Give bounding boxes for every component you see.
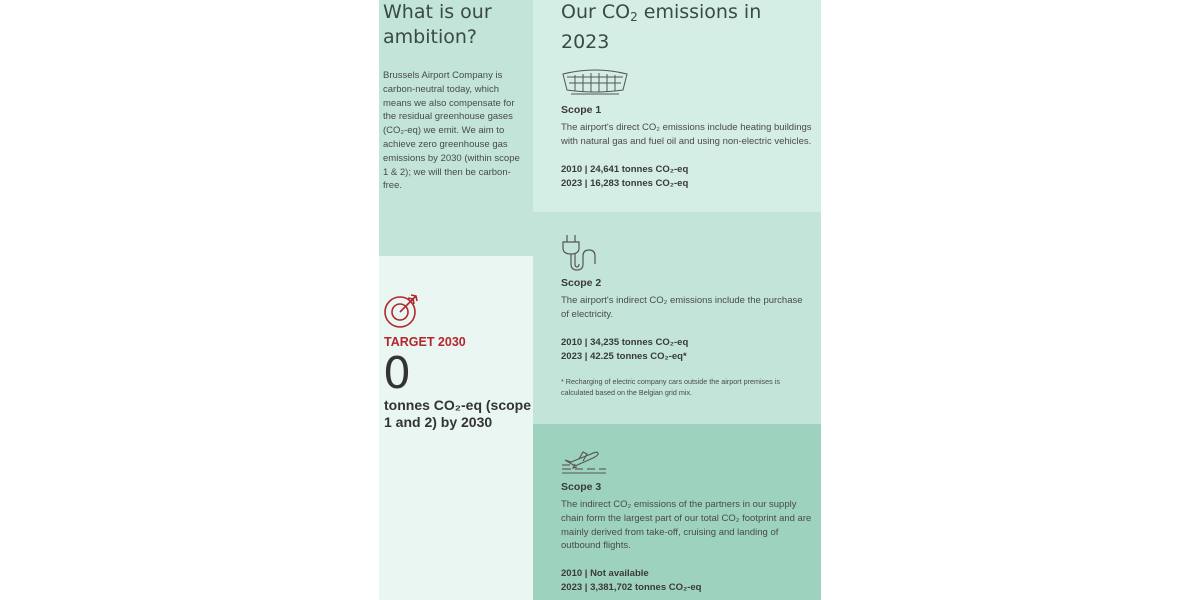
scope-2-stat-2010: 2010 | 34,235 tonnes CO₂-eq (561, 337, 689, 348)
target-arrow-icon (383, 292, 421, 335)
target-panel (379, 256, 533, 600)
scope-3-stat-2010: 2010 | Not available (561, 568, 649, 579)
scope-2-title: Scope 2 (561, 277, 602, 289)
terminal-building-icon (561, 68, 629, 103)
scope-1-panel (533, 0, 821, 212)
electric-plug-icon (561, 234, 597, 277)
scope-2-stat-2023: 2023 | 42.25 tonnes CO₂-eq* (561, 351, 687, 362)
scope-2-panel (533, 212, 821, 424)
scope-2-footnote: * Recharging of electric company cars outside the airport premises is calculated based on the Belgian grid mix. (561, 377, 780, 397)
scope-3-title: Scope 3 (561, 481, 602, 493)
target-unit: tonnes CO₂-eq (scope 1 and 2) by 2030 (384, 397, 532, 430)
emissions-heading: Our $CO_2$ emissions in 2023 (561, 1, 762, 53)
scope-1-stat-2023: 2023 | 16,283 tonnes CO₂-eq (561, 178, 689, 189)
ambition-panel (379, 0, 533, 256)
target-label: TARGET 2030 (384, 335, 466, 349)
ambition-text: Brussels Airport Company is carbon-neutral today, which means we also compensate for the residual greenhouse gases (CO₂-eq) we emit. We aim to achieve zero greenhouse gas emissions by 2030 (within scope 1 & 2); we will then be carbon-free. (383, 70, 520, 192)
scope-3-description: The indirect CO₂ emissions of the partners in our supply chain form the largest part of our total CO₂ footprint and are mainly derived from take-off, cruising and landing of outbound flights. (561, 499, 812, 552)
scope-1-title: Scope 1 (561, 104, 602, 116)
target-value: 0 (383, 348, 411, 399)
co2-infographic (379, 0, 821, 600)
scope-1-description: The airport's direct CO₂ emissions include heating buildings with natural gas and fuel oil and using non-electric vehicles. (561, 122, 812, 147)
ambition-heading: What is our ambition? (383, 1, 492, 48)
scope-1-stat-2010: 2010 | 24,641 tonnes CO₂-eq (561, 164, 689, 175)
scope-2-description: The airport's indirect CO₂ emissions include the purchase of electricity. (561, 295, 803, 320)
scope-3-panel (533, 424, 821, 600)
scope-3-stat-2023: 2023 | 3,381,702 tonnes CO₂-eq (561, 582, 702, 593)
airplane-takeoff-icon (561, 448, 607, 479)
